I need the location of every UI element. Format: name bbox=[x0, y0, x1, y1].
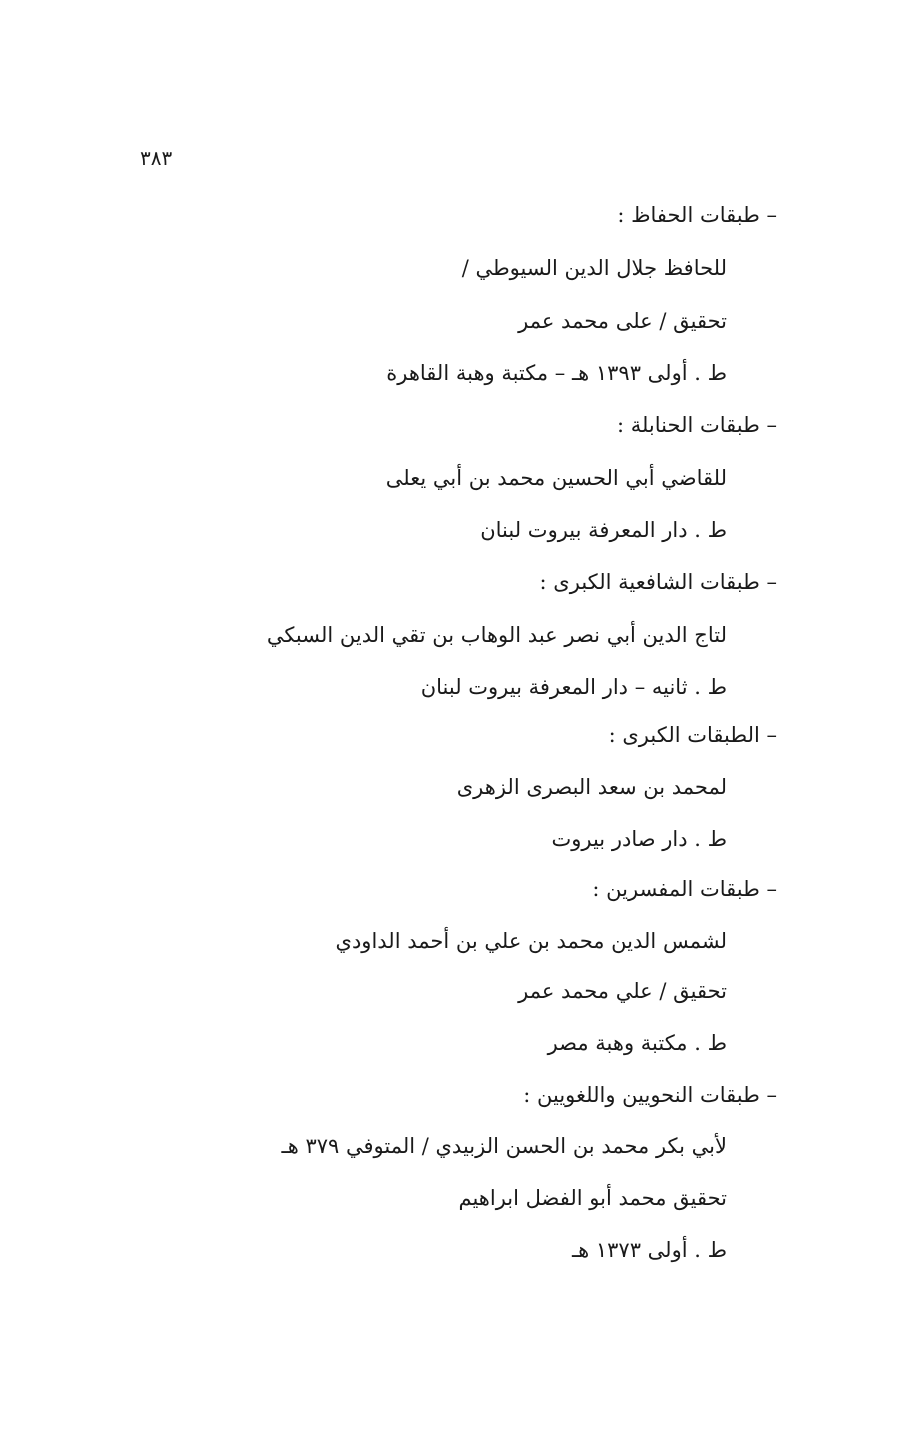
entry-heading: – طبقات المفسرين : bbox=[592, 877, 777, 901]
entry-line: تحقيق / على محمد عمر bbox=[518, 309, 727, 333]
entry-line: ط . دار المعرفة بيروت لبنان bbox=[480, 518, 727, 542]
entry-line: تحقيق محمد أبو الفضل ابراهيم bbox=[458, 1186, 727, 1210]
entry-line: للحافظ جلال الدين السيوطي / bbox=[461, 256, 727, 280]
entry-heading: – طبقات الشافعية الكبرى : bbox=[539, 570, 777, 594]
entry-line: لشمس الدين محمد بن علي بن أحمد الداودي bbox=[335, 929, 727, 953]
entry-line: لتاج الدين أبي نصر عبد الوهاب بن تقي الدين السبكي bbox=[266, 623, 727, 647]
entry-line: ط . أولى ١٣٩٣ هـ – مكتبة وهبة القاهرة bbox=[386, 361, 727, 385]
entry-line: تحقيق / علي محمد عمر bbox=[518, 979, 727, 1003]
entry-line: لأبي بكر محمد بن الحسن الزبيدي / المتوفي ٣٧٩ هـ bbox=[281, 1134, 727, 1158]
entry-heading: – الطبقات الكبرى : bbox=[608, 723, 777, 747]
entry-line: ط . ثانيه – دار المعرفة بيروت لبنان bbox=[420, 675, 727, 699]
entry-line: لمحمد بن سعد البصرى الزهرى bbox=[456, 775, 727, 799]
entry-line: للقاضي أبي الحسين محمد بن أبي يعلى bbox=[385, 466, 727, 490]
entry-heading: – طبقات الحنابلة : bbox=[616, 413, 777, 437]
entry-line: ط . مكتبة وهبة مصر bbox=[547, 1031, 727, 1055]
page-number: ٣٨٣ bbox=[140, 146, 173, 170]
entry-heading: – طبقات الحفاظ : bbox=[617, 203, 777, 227]
entry-heading: – طبقات النحويين واللغويين : bbox=[523, 1083, 777, 1107]
entry-line: ط . دار صادر بيروت bbox=[551, 827, 727, 851]
entry-line: ط . أولى ١٣٧٣ هـ bbox=[571, 1238, 727, 1262]
